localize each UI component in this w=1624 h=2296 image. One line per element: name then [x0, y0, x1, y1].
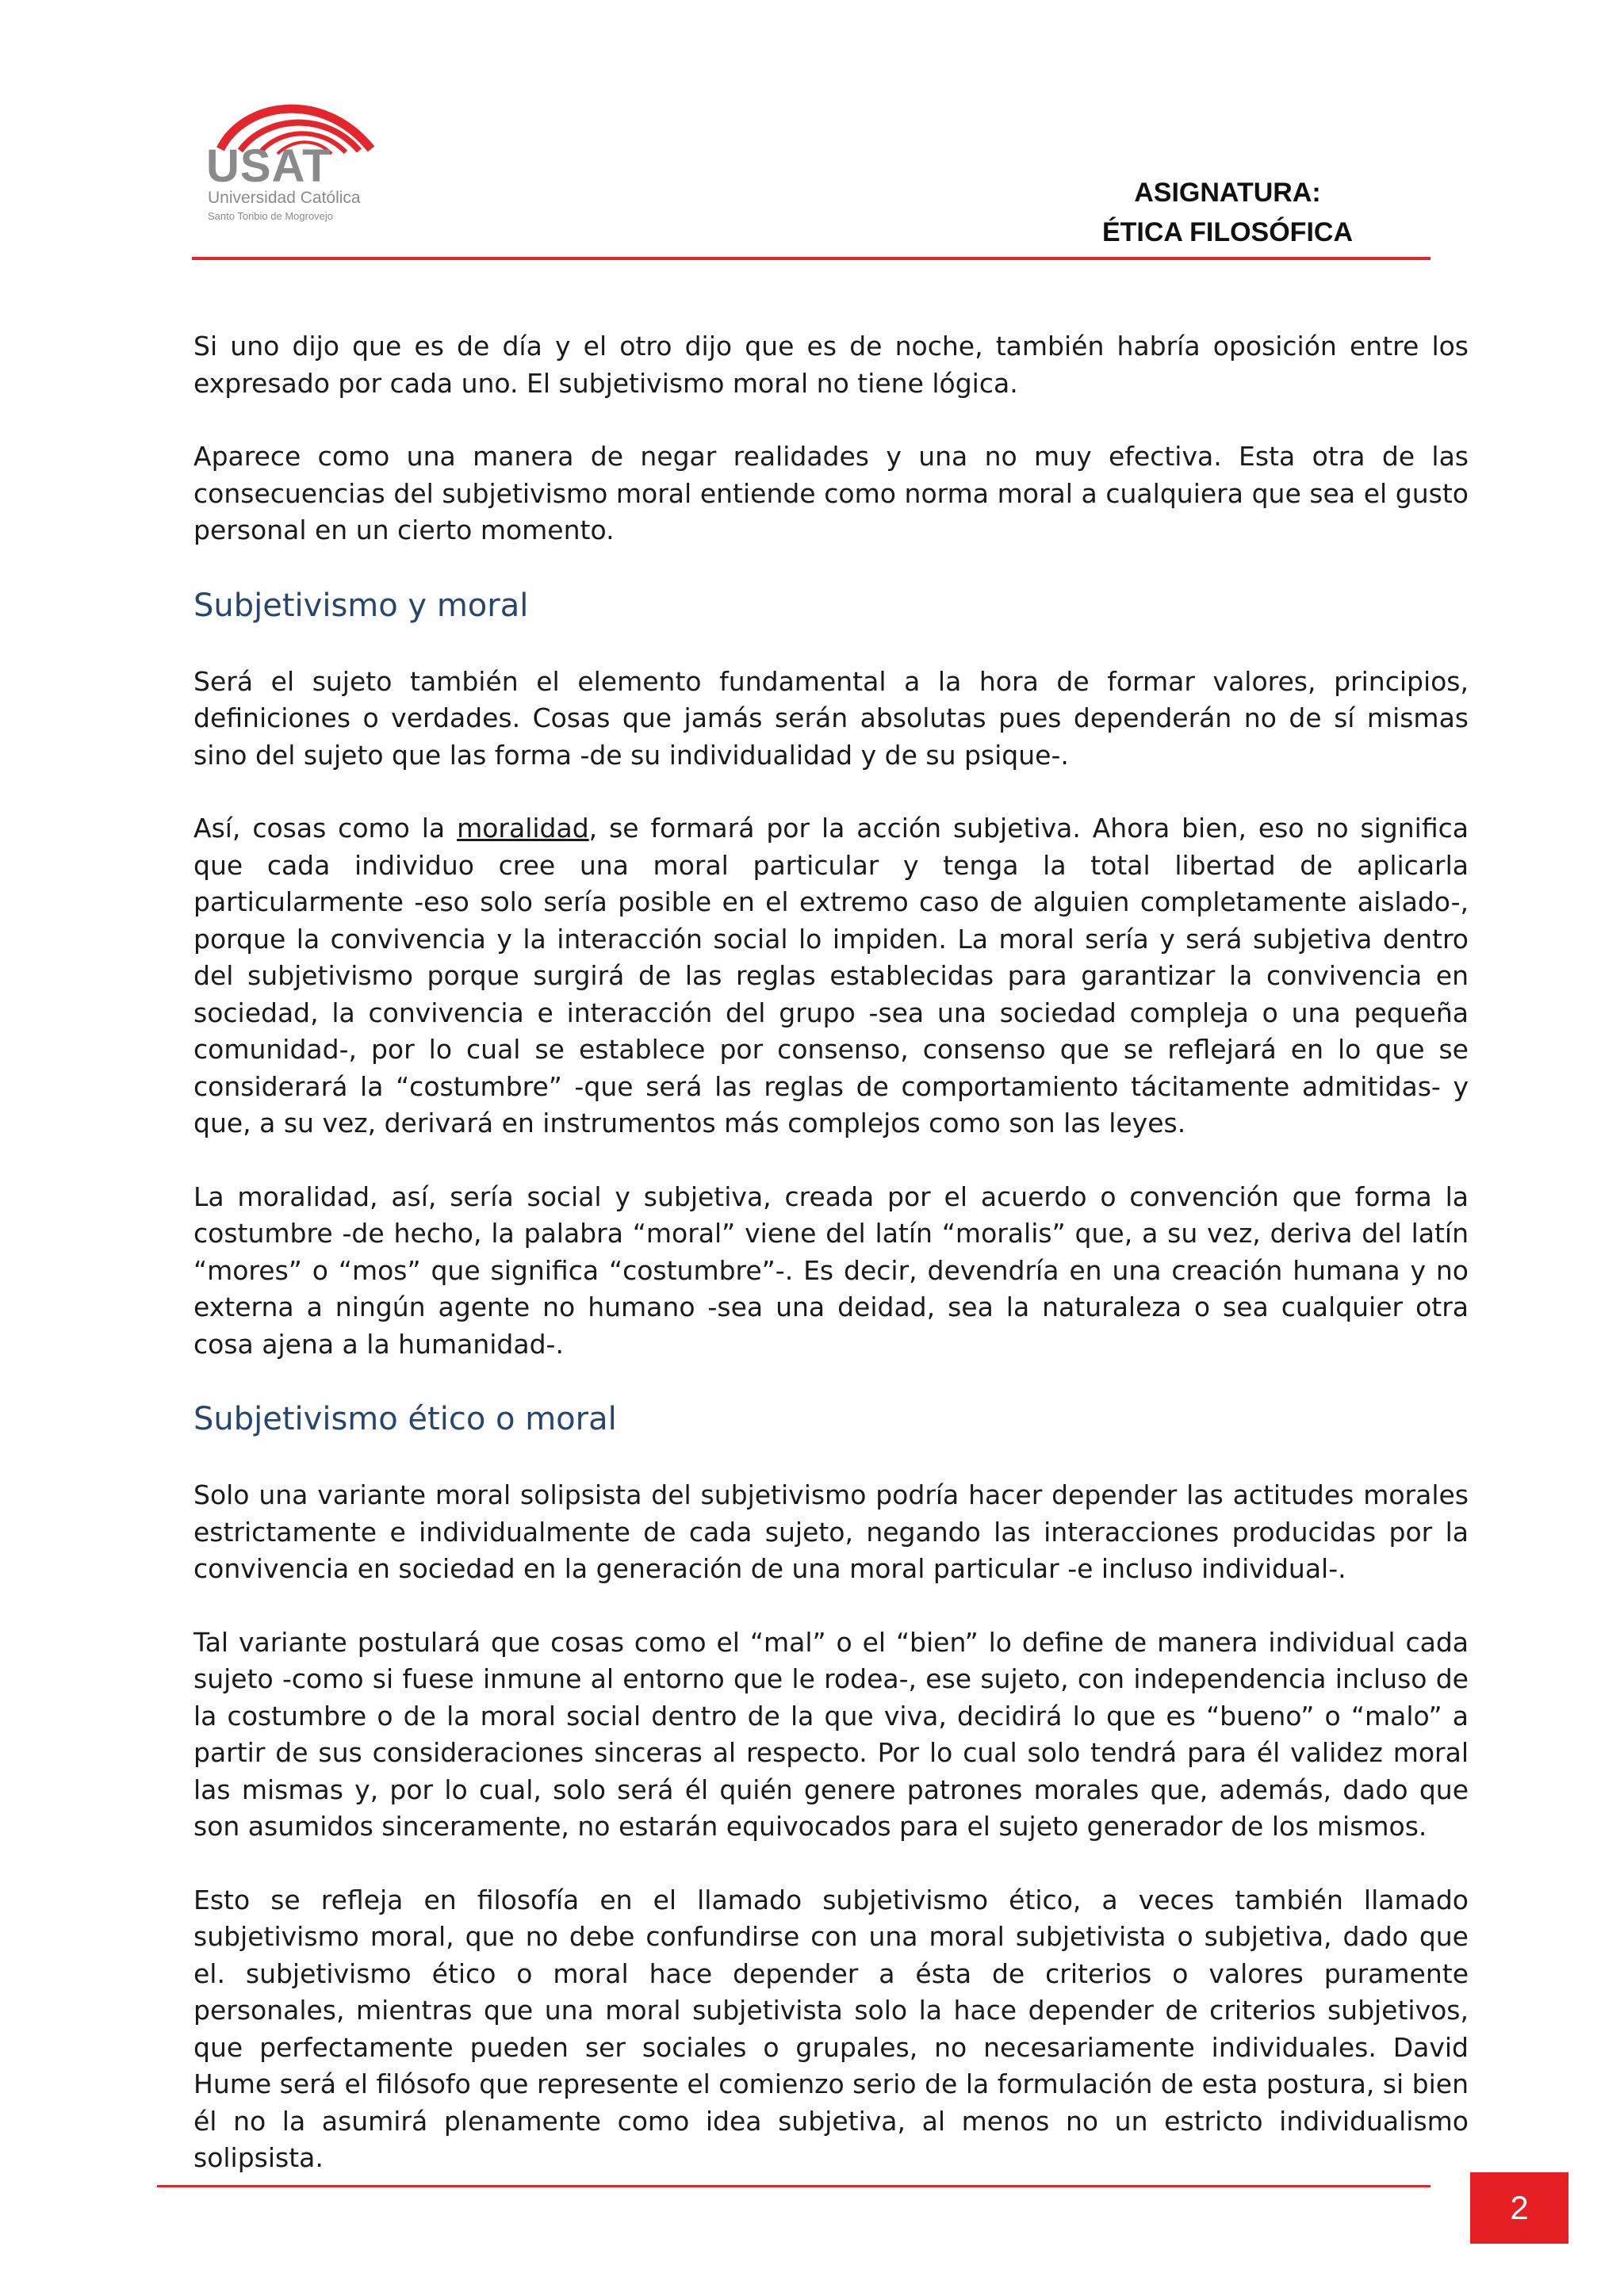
usat-logo — [205, 94, 379, 228]
course-title — [1102, 173, 1353, 252]
course-title-line2: ÉTICA FILOSÓFICA — [1101, 217, 1353, 247]
paragraph: La moralidad, así, sería social y subjetiva, creada por el acuerdo o convención que forma la costumbre -de hecho, la palabra “moral” viene del latín “moralis” que, a su vez, deriva del latín “mores” o “mos” que significa “costumbre”-. Es decir, devendría en una creación humana y no externa a ningún agente no humano -sea una deidad, sea la naturaleza o sea cualquier otra cosa ajena a la humanidad-. — [193, 1181, 1469, 1360]
moralidad-link[interactable]: moralidad — [457, 813, 589, 844]
paragraph-text: Así, cosas como la — [193, 813, 458, 844]
header-divider — [192, 257, 1431, 260]
paragraph: Solo una variante moral solipsista del subjetivismo podría hacer depender las actitudes morales estrictamente e individualmente de cada sujeto, negando las interacciones producidas por la convivencia en sociedad en la generación de una moral particular -e incluso individual-. — [193, 1479, 1469, 1584]
page-number: 2 — [1470, 2172, 1568, 2244]
logo-wordmark: USAT — [206, 140, 331, 192]
paragraph: Si uno dijo que es de día y el otro dijo que es de noche, también habría oposición entre los expresado por cada uno. El subjetivismo moral no tiene lógica. — [193, 331, 1469, 399]
paragraph — [193, 810, 1469, 1142]
section-heading: Subjetivismo y moral — [193, 587, 529, 624]
logo-university: Universidad Católica — [208, 189, 361, 207]
paragraph: Tal variante postulará que cosas como el “mal” o el “bien” lo define de manera individual cada sujeto -como si fuese inmune al entorno que le rodea-, ese sujeto, con independencia incluso de la costumbre o de la moral social dentro de la que viva, decidirá lo que es “bueno” o “malo” a partir de sus consideraciones sinceras al respecto. Por lo cual solo tendrá para él validez moral las mismas y, por lo cual, solo será él quién genere patrones morales que, además, dado que son asumidos sinceramente, no estarán equivocados para el sujeto generador de los mismos. — [193, 1626, 1469, 1842]
body-content — [193, 328, 1469, 2214]
section-heading: Subjetivismo ético o moral — [193, 1401, 617, 1437]
logo-subtitle: Santo Toribio de Mogrovejo — [208, 210, 334, 222]
paragraph: Aparece como una manera de negar realidades y una no muy efectiva. Esta otra de las consecuencias del subjetivismo moral entiende como norma moral a cualquiera que sea el gusto personal en un cierto momento. — [193, 441, 1469, 545]
paragraph-text: , se formará por la acción subjetiva. Ahora bien, eso no significa que cada individuo cree una moral particular y tenga la total libertad de aplicarla particularmente -eso solo sería posible en el extremo caso de alguien completamente aislado-, porque la convivencia y la interacción social lo impiden. La moral sería y será subjetiva dentro del subjetivismo porque surgirá de las reglas establecidas para garantizar la convivencia en sociedad, la convivencia e interacción del grupo -sea una sociedad compleja o una pequeña comunidad-, por lo cual se establece por consenso, consenso que se reflejará en lo que se considerará la “costumbre” -que será las reglas de comportamiento tácitamente admitidas- y que, a su vez, derivará en instrumentos más complejos como son las leyes. — [193, 813, 1469, 1138]
course-title-line1: ASIGNATURA: — [1134, 178, 1321, 208]
footer-divider — [157, 2185, 1431, 2187]
paragraph: Será el sujeto también el elemento fundamental a la hora de formar valores, principios, definiciones o verdades. Cosas que jamás serán absolutas pues dependerán no de sí mismas sino del sujeto que las forma -de su individualidad y de su psique-. — [193, 665, 1469, 771]
paragraph: Esto se refleja en filosofía en el llamado subjetivismo ético, a veces también llamado subjetivismo moral, que no debe confundirse con una moral subjetivista o subjetiva, dado que el. subjetivismo ético o moral hace depender a ésta de criterios o valores puramente personales, mientras que una moral subjetivista solo la hace depender de criterios subjetivos, que perfectamente pueden ser sociales o grupales, no necesariamente individuales. David Hume será el filósofo que represente el comienzo serio de la formulación de esta postura, si bien él no la asumirá plenamente como idea subjetiva, al menos no un estricto individualismo solipsista. — [193, 1884, 1469, 2173]
